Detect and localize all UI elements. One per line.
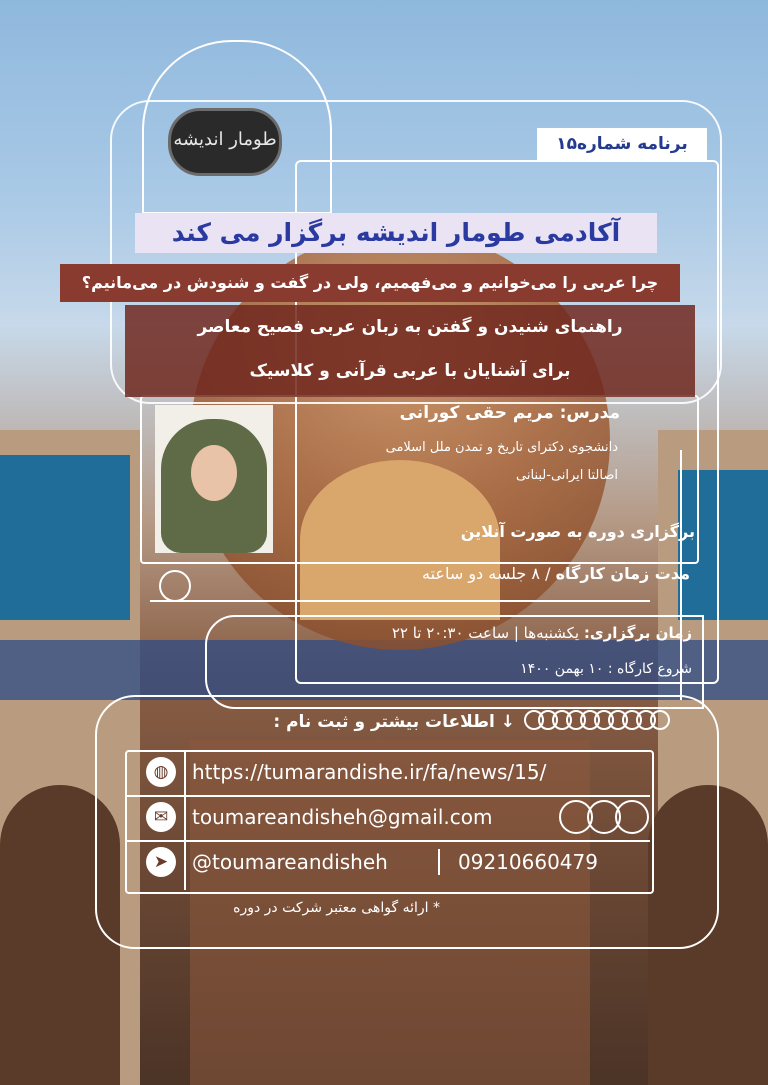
telegram-row[interactable] bbox=[140, 845, 650, 879]
teacher-origin: اصالتا ایرانی-لبنانی bbox=[516, 468, 618, 483]
schedule-label: زمان برگزاری: bbox=[583, 624, 692, 642]
teacher-degree: دانشجوی دکترای تاریخ و تمدن ملل اسلامی bbox=[385, 440, 618, 455]
email-link[interactable]: toumareandisheh@gmail.com bbox=[192, 805, 493, 829]
schedule-value: یکشنبه‌ها | ساعت ۲۰:۳۰ تا ۲۲ bbox=[391, 624, 580, 642]
rings-ornament bbox=[530, 710, 670, 730]
guide-line-1: راهنمای شنیدن و گفتن به زبان عربی فصیح معاصر bbox=[197, 317, 623, 337]
website-row[interactable] bbox=[140, 755, 650, 789]
course-description bbox=[125, 305, 695, 397]
duration bbox=[300, 564, 690, 583]
program-number: برنامه شماره۱۵ bbox=[537, 128, 707, 160]
globe-icon: ◍ bbox=[146, 757, 176, 787]
telegram-handle[interactable]: @toumareandisheh bbox=[192, 850, 388, 874]
schedule bbox=[230, 624, 692, 642]
guide-line-2: برای آشنایان با عربی قرآنی و کلاسیک bbox=[249, 361, 571, 381]
logo: طومار اندیشه bbox=[168, 108, 282, 176]
more-info-heading: ↓ اطلاعات بیشتر و ثبت نام : bbox=[273, 712, 515, 732]
target-ornament bbox=[165, 570, 191, 602]
question-banner: چرا عربی را می‌خوانیم و می‌فهمیم، ولی در گفت و شنودش در می‌مانیم؟ bbox=[60, 264, 680, 302]
start-date: شروع کارگاه : ۱۰ بهمن ۱۴۰۰ bbox=[520, 661, 692, 677]
website-link[interactable]: https://tumarandishe.ir/fa/news/15/ bbox=[192, 760, 547, 784]
teacher-photo bbox=[155, 405, 273, 553]
mail-icon: ✉ bbox=[146, 802, 176, 832]
online-notice: برگزاری دوره به صورت آنلاین bbox=[460, 522, 695, 541]
teacher-name: مدرس: مریم حقی کورانی bbox=[399, 403, 620, 423]
phone-number[interactable]: 09210660479 bbox=[458, 850, 598, 874]
page-title: آکادمی طومار اندیشه برگزار می کند bbox=[135, 213, 657, 253]
duration-value: / ۸ جلسه دو ساعته bbox=[422, 564, 551, 583]
email-row[interactable] bbox=[140, 800, 650, 834]
down-arrow-icon: ↓ bbox=[494, 712, 515, 732]
separator bbox=[438, 849, 440, 875]
certificate-note: * ارائه گواهی معتبر شرکت در دوره bbox=[233, 900, 440, 916]
blue-tile-left bbox=[0, 455, 130, 620]
duration-label: مدت زمان کارگاه bbox=[555, 564, 690, 583]
telegram-icon: ➤ bbox=[146, 847, 176, 877]
